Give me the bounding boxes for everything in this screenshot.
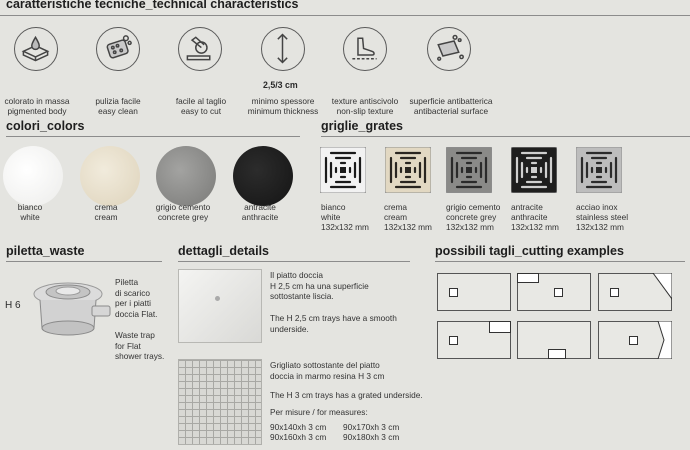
measure-item: 90x140xh 3 cm: [270, 422, 327, 432]
smooth-underside-text-it: [270, 270, 369, 302]
color-it: bianco: [17, 202, 43, 212]
caption-it: colorato in massa: [4, 96, 70, 106]
text-line: The H 3 cm trays has a grated underside.: [270, 390, 423, 400]
waste-trap-image: [26, 276, 112, 346]
grate-size: 132x132 mm: [384, 222, 432, 232]
easy-cut-icon: [178, 27, 222, 71]
divider: [321, 136, 690, 137]
color-swatch-cream: [80, 146, 140, 206]
grate-white: [320, 147, 366, 193]
color-swatch-white: [3, 146, 63, 206]
divider: [178, 261, 410, 262]
drain-square: [449, 336, 458, 345]
divider: [6, 136, 300, 137]
grate-it: grigio cemento: [446, 202, 501, 212]
grate-it: acciao inox: [576, 202, 618, 212]
text-line: H 2,5 cm ha una superficie: [270, 280, 369, 291]
feature-caption-non-slip: [328, 96, 402, 116]
caption-it: pulizia facile: [95, 96, 141, 106]
color-swatch-anthracite: [233, 146, 293, 206]
text-line: underside.: [270, 323, 309, 334]
non-slip-foot-icon: [343, 27, 387, 71]
thickness-arrow-icon: [261, 27, 305, 71]
grate-en: white: [321, 212, 341, 222]
color-label-concrete-grey: [146, 202, 220, 222]
measure-item: 90x180xh 3 cm: [343, 432, 400, 442]
text-line: di scarico: [115, 287, 151, 298]
grate-label-cream: [384, 202, 432, 232]
section-title-cutting: possibili tagli_cutting examples: [435, 244, 624, 258]
grate-center: [596, 167, 602, 173]
section-title-grates: griglie_grates: [321, 119, 403, 133]
grate-en: anthracite: [511, 212, 548, 222]
grate-center: [466, 167, 472, 173]
grated-underside-image: [178, 359, 262, 445]
caption-en: minimum thickness: [247, 106, 319, 116]
caption-it: superficie antibatterica: [409, 96, 493, 106]
cut-example-4: [437, 321, 511, 359]
text-line: sottostante liscia.: [270, 291, 334, 301]
grated-underside-text-it: [270, 360, 384, 381]
cut-example-1: [437, 273, 511, 311]
grate-label-anthracite: [511, 202, 559, 232]
waste-height-label: H 6: [5, 300, 21, 311]
section-title-colors: colori_colors: [6, 119, 85, 133]
smooth-underside-text-en: [270, 313, 397, 334]
text-line: doccia in marmo resina H 3 cm: [270, 370, 385, 381]
feature-caption-easy-cut: [166, 96, 236, 116]
caption-en: easy to cut: [180, 106, 222, 116]
color-en: anthracite: [241, 212, 279, 222]
grate-size: 132x132 mm: [321, 222, 369, 232]
grate-concrete-grey: [446, 147, 492, 193]
cut-example-5: [517, 321, 591, 359]
feature-caption-antibacterial: [406, 96, 496, 116]
grate-center: [405, 167, 411, 173]
grate-label-white: [321, 202, 369, 232]
caption-it: minimo spessore: [251, 96, 315, 106]
text-line: doccia Flat.: [115, 308, 158, 319]
color-it: antracite: [244, 202, 276, 212]
color-en: white: [20, 212, 40, 222]
cut-example-2: [517, 273, 591, 311]
text-line: per i piatti: [115, 298, 151, 308]
color-it: crema: [94, 202, 118, 212]
caption-it: facile al taglio: [175, 96, 227, 106]
divider: [0, 15, 690, 16]
feature-caption-thickness: [246, 96, 320, 116]
feature-caption-pigmented: [2, 96, 72, 116]
cut-example-6: [598, 321, 672, 359]
drain-square: [554, 288, 563, 297]
section-title-details: dettagli_details: [178, 244, 269, 258]
grate-size: 132x132 mm: [576, 222, 624, 232]
antibacterial-wipe-icon: [427, 27, 471, 71]
drain-square: [629, 336, 638, 345]
color-en: cream: [94, 212, 118, 222]
caption-en: easy clean: [98, 106, 138, 116]
color-label-anthracite: [228, 202, 292, 222]
measure-item: 90x160xh 3 cm: [270, 432, 327, 442]
divider: [435, 261, 685, 262]
grate-en: concrete grey: [446, 212, 497, 222]
cut-notch: [489, 321, 511, 333]
drain-square: [449, 288, 458, 297]
text-line: for Flat: [115, 340, 141, 351]
grate-it: crema: [384, 202, 408, 212]
feature-caption-easy-clean: [83, 96, 153, 116]
grate-anthracite: [511, 147, 557, 193]
grate-size: 132x132 mm: [446, 222, 494, 232]
text-line: Grigliato sottostante del piatto: [270, 360, 380, 370]
divider: [6, 261, 162, 262]
text-line: The H 2,5 cm trays have a smooth: [270, 313, 397, 323]
grate-center: [340, 167, 346, 173]
caption-en: pigmented body: [7, 106, 67, 116]
section-title-technical: caratteristiche tecniche_technical characteristics: [6, 0, 299, 11]
pigmented-body-icon: [14, 27, 58, 71]
grated-underside-text-en: [270, 390, 423, 401]
cut-example-3: [598, 273, 672, 311]
cut-notch: [548, 349, 566, 359]
caption-it: texture antiscivolo: [331, 96, 399, 106]
color-label-white: [0, 202, 60, 222]
grate-center: [531, 167, 537, 173]
text-line: Piletta: [115, 277, 139, 287]
grate-en: stainless steel: [576, 212, 629, 222]
caption-en: non-slip texture: [336, 106, 394, 116]
grate-label-stainless-steel: [576, 202, 628, 232]
caption-en: antibacterial surface: [413, 106, 489, 116]
measures-label: Per misure / for measures:: [270, 407, 368, 417]
grate-size: 132x132 mm: [511, 222, 559, 232]
drain-hole: [215, 296, 220, 301]
grate-en: cream: [384, 212, 408, 222]
text-line: Waste trap: [115, 330, 155, 340]
grate-it: antracite: [511, 202, 543, 212]
grate-it: bianco: [321, 202, 346, 212]
grate-label-concrete-grey: [446, 202, 500, 232]
measure-item: 90x170xh 3 cm: [343, 422, 400, 432]
text-line: Il piatto doccia: [270, 270, 324, 280]
color-it: grigio cemento: [155, 202, 211, 212]
section-title-waste: piletta_waste: [6, 244, 85, 258]
easy-clean-icon: [96, 27, 140, 71]
color-swatch-concrete-grey: [156, 146, 216, 206]
color-label-cream: [76, 202, 136, 222]
waste-description-it: [115, 277, 157, 319]
smooth-underside-image: [178, 269, 262, 343]
text-line: shower trays.: [115, 351, 165, 361]
drain-square: [610, 288, 619, 297]
grate-stainless-steel: [576, 147, 622, 193]
cut-notch: [517, 273, 539, 283]
waste-description-en: [115, 330, 164, 362]
grate-cream: [385, 147, 431, 193]
color-en: concrete grey: [157, 212, 209, 222]
thickness-value: 2,5/3 cm: [263, 80, 298, 90]
